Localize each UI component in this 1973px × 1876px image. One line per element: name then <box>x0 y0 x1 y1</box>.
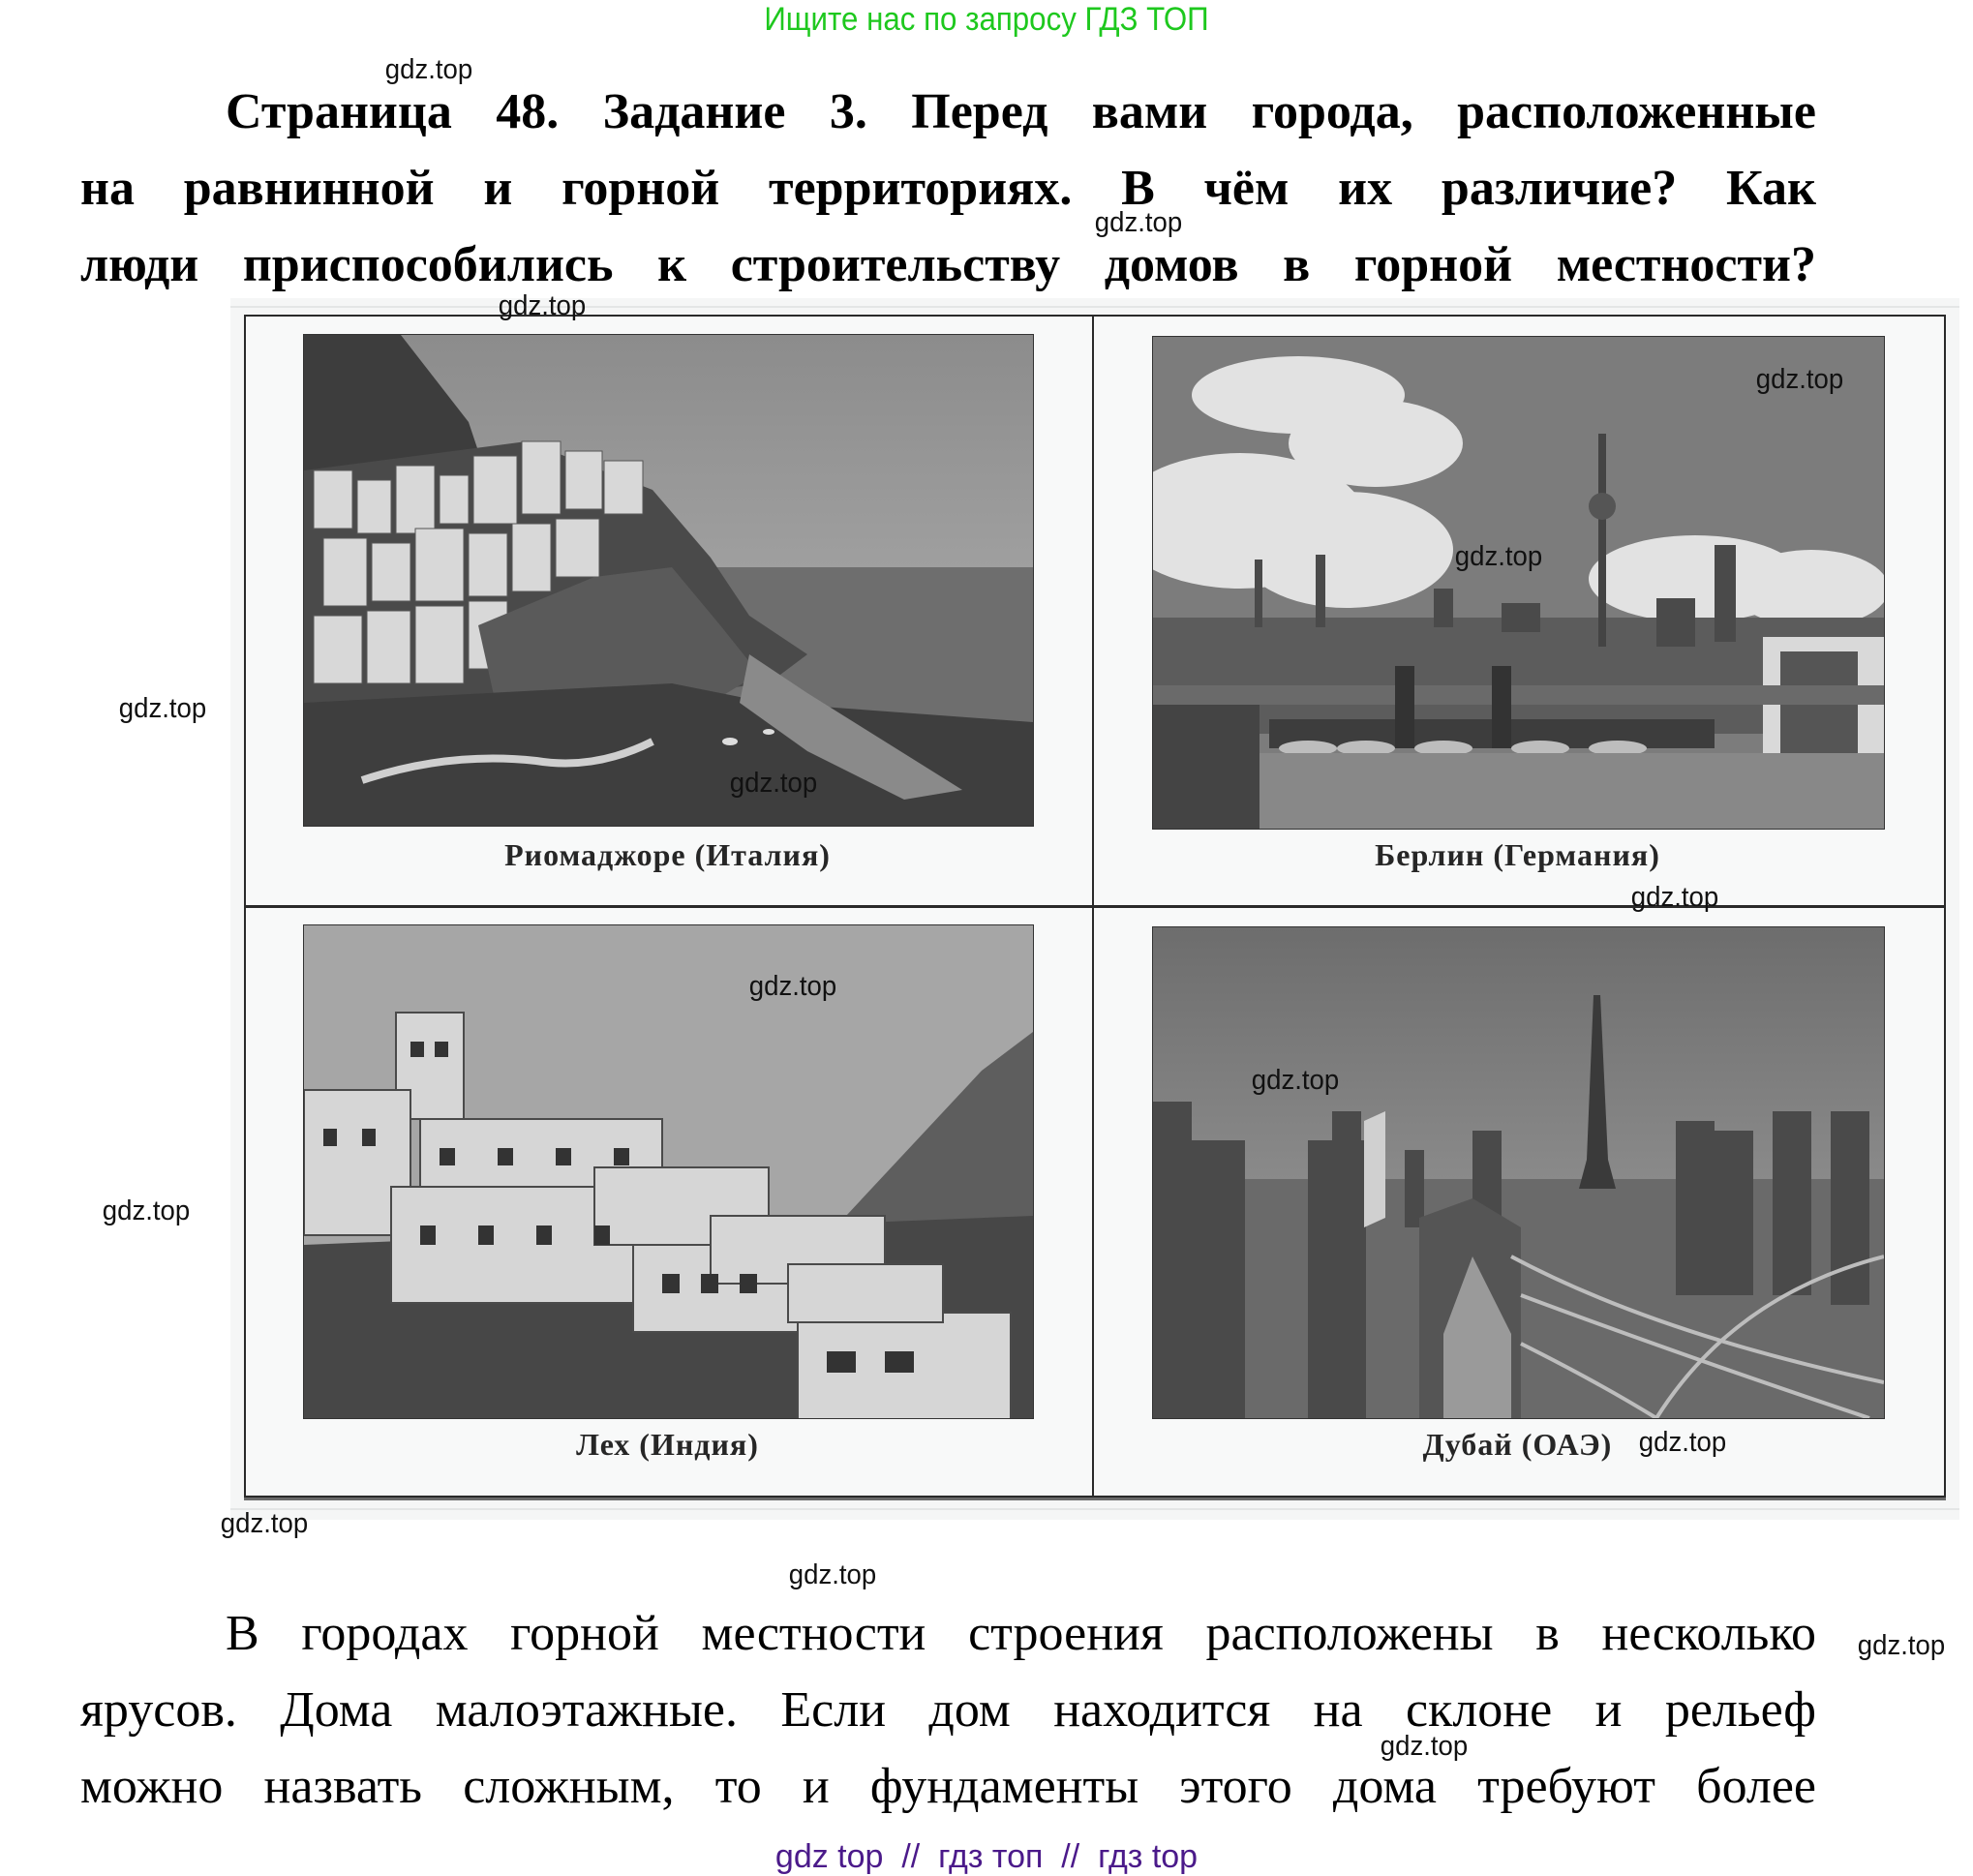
task-heading-line-2: на равнинной и горной территориях. В чём их различие? Как <box>80 161 1816 216</box>
watermark: gdz.top <box>102 1195 191 1226</box>
answer-line-2: ярусов. Дома малоэтажные. Если дом находится на склоне и рельеф <box>80 1682 1816 1738</box>
photo-dubai <box>1152 926 1885 1419</box>
caption-dubai: Дубай (ОАЭ) <box>1422 1427 1613 1462</box>
watermark: gdz.top <box>748 971 837 1002</box>
watermark: gdz.top <box>1755 364 1844 395</box>
mountain-village-image <box>304 925 1033 1418</box>
answer-line-3: можно назвать сложным, то и фундаменты этого дома требуют более <box>80 1759 1816 1814</box>
photo-leh <box>303 924 1034 1419</box>
watermark: gdz.top <box>1454 541 1543 572</box>
city-skyline-image <box>1153 337 1884 829</box>
promo-banner: Ищите нас по запросу ГДЗ ТОП <box>764 1 1209 38</box>
watermark: gdz.top <box>118 693 207 724</box>
photo-riomaggiore <box>303 334 1034 827</box>
caption-berlin: Берлин (Германия) <box>1375 837 1660 872</box>
cliffside-village-image <box>304 335 1033 826</box>
answer-text <box>80 1595 1816 1825</box>
answer-line-1: В городах горной местности строения расположены в несколько <box>226 1606 1816 1661</box>
bleed-line <box>230 1508 1959 1510</box>
task-heading-line-1: Страница 48. Задание 3. Перед вами города, расположенные <box>226 84 1816 139</box>
watermark: gdz.top <box>1630 882 1719 913</box>
footer-watermark: gdz top // гдз топ // гдз top <box>774 1838 1199 1875</box>
task-heading-line-3: люди приспособились к строительству домов в горной местности? <box>80 237 1816 292</box>
watermark: gdz.top <box>1380 1731 1469 1762</box>
watermark: gdz.top <box>1638 1427 1727 1458</box>
skyscrapers-image <box>1153 927 1884 1418</box>
caption-riomaggiore: Риомаджоре (Италия) <box>504 837 831 872</box>
watermark: gdz.top <box>384 54 473 85</box>
watermark: gdz.top <box>1094 207 1183 238</box>
watermark: gdz.top <box>729 768 818 799</box>
photo-berlin <box>1152 336 1885 830</box>
bleed-line <box>230 306 1959 308</box>
watermark: gdz.top <box>788 1559 877 1590</box>
watermark: gdz.top <box>498 290 587 321</box>
watermark: gdz.top <box>220 1508 309 1539</box>
watermark: gdz.top <box>1857 1630 1946 1661</box>
caption-leh: Лех (Индия) <box>576 1427 759 1462</box>
task-heading <box>80 74 1816 303</box>
watermark: gdz.top <box>1251 1065 1340 1096</box>
